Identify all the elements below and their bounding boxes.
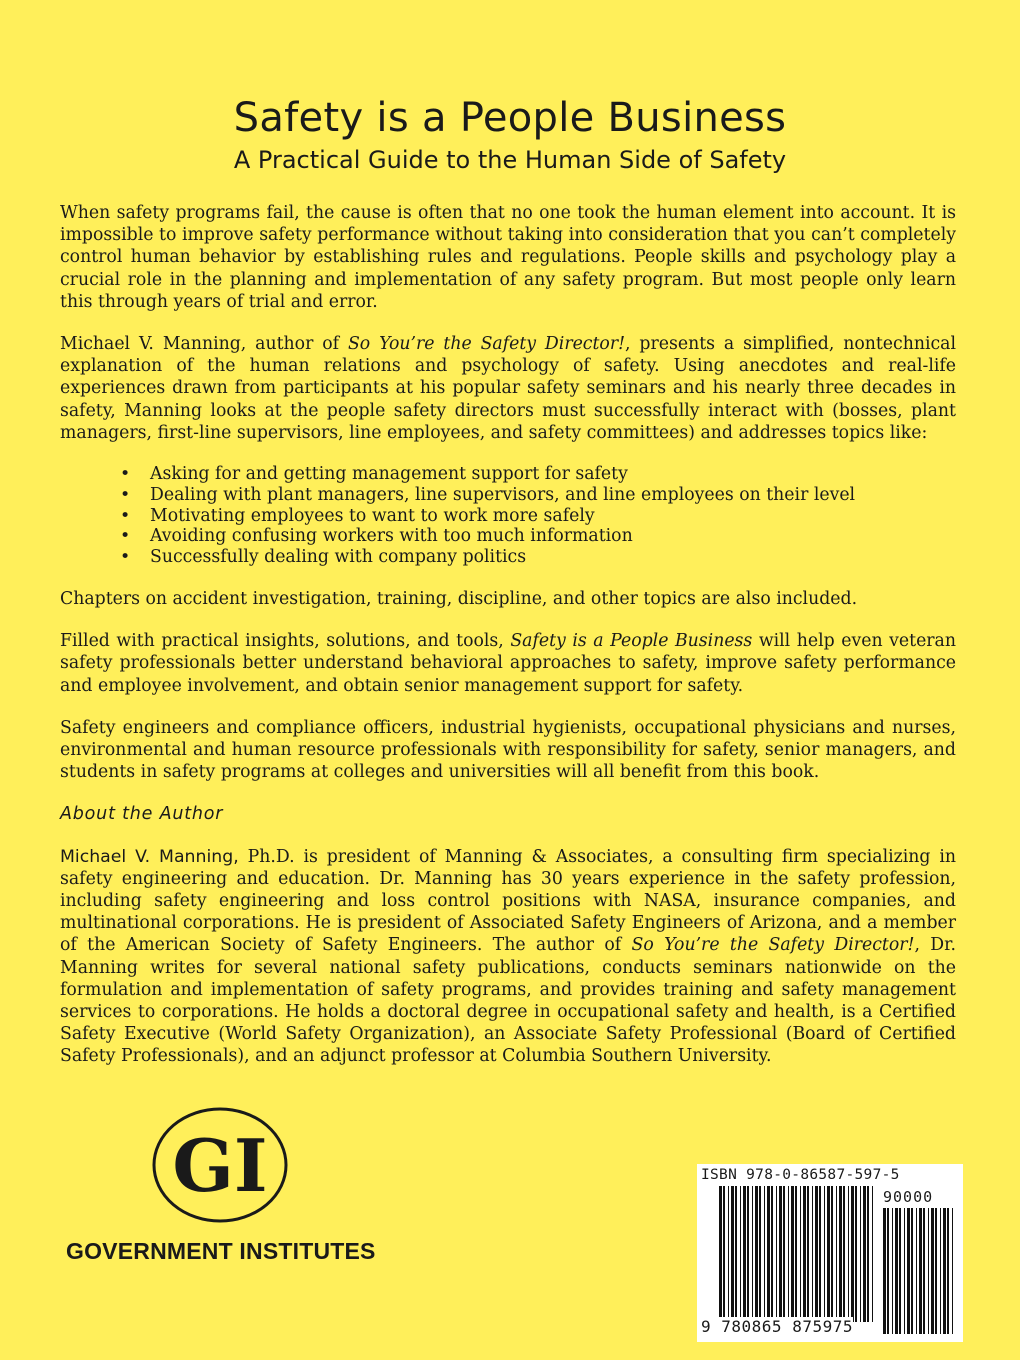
barcode-digits: 9 780865 875975 <box>701 1317 853 1336</box>
book-title: Safety is a People Business <box>233 95 787 141</box>
list-item <box>60 464 956 485</box>
topics-list <box>60 464 956 568</box>
author-bio-paragraph <box>60 846 956 1068</box>
bullet-icon: • <box>120 505 131 526</box>
list-item <box>60 506 956 527</box>
insights-text-b: will help even veteran safety professionals better understand behavioral approaches to safety, improve safety performance and employee involvement, and obtain senior management support for safety. <box>60 631 956 696</box>
author-summary-text-a: Michael V. Manning, author of <box>60 334 348 355</box>
list-item <box>60 485 956 506</box>
list-item-text: Asking for and getting management support for safety <box>150 464 628 485</box>
back-cover-description <box>60 202 956 1088</box>
author-summary-paragraph <box>60 333 956 444</box>
list-item-text: Motivating employees to want to work more safely <box>150 505 595 526</box>
list-item <box>60 547 956 568</box>
about-author-heading: About the Author <box>60 804 224 825</box>
isbn-barcode <box>697 1164 963 1342</box>
isbn-number: ISBN 978-0-86587-597-5 <box>701 1167 900 1183</box>
author-other-book-title: So You’re the Safety Director! <box>631 935 915 956</box>
publisher-name: GOVERNMENT INSTITUTES <box>66 1238 376 1264</box>
chapters-paragraph: Chapters on accident investigation, training, discipline, and other topics are also included. <box>60 589 858 610</box>
bullet-icon: • <box>120 484 131 505</box>
list-item-text: Dealing with plant managers, line supervisors, and line employees on their level <box>150 484 856 505</box>
gi-logo-icon <box>150 1105 290 1225</box>
list-item-text: Successfully dealing with company politics <box>150 547 527 568</box>
insights-paragraph <box>60 630 956 697</box>
barcode-bars-icon <box>697 1164 963 1342</box>
bullet-icon: • <box>120 547 131 568</box>
publisher-logo <box>150 1105 290 1225</box>
author-bio-text-b: , Dr. Manning writes for several national safety publications, conducts seminars nationwide on the formulation and implementation of safety programs, and provides training and safety management services to corporations. He holds a doctoral degree in occupational safety and health, is a Certified Safety Executive (World Safety Organization), an Associate Safety Professional (Board of Certified Safety Professionals), and an adjunct professor at Columbia Southern University. <box>60 935 956 1067</box>
bullet-icon: • <box>120 464 131 485</box>
book-subtitle: A Practical Guide to the Human Side of Safety <box>233 146 787 174</box>
book-title-italic: Safety is a People Business <box>510 631 753 652</box>
list-item <box>60 526 956 547</box>
author-summary-text-b: , presents a simplified, nontechnical explanation of the human relations and psychology of safety. Using anecdotes and real-life experiences drawn from participants at his popular safety seminars and his nearly three decades in safety, Manning looks at the people safety directors must successfully interact with (bosses, plant managers, first-line supervisors, line employees, and safety committees) and addresses topics like: <box>60 334 957 443</box>
list-item-text: Avoiding confusing workers with too much information <box>150 526 633 547</box>
author-bio-text-a: Ph.D. is president of Manning & Associates, a consulting firm specializing in safety engineering and education. Dr. Manning has 30 years experience in the safety profession, including safety engineering and loss control positions with NASA, insurance companies, and multinational corporations. He is president of Associated Safety Engineers of Arizona, and a member of the American Society of Safety Engineers. The author of <box>60 846 956 956</box>
price-code: 90000 <box>883 1188 934 1206</box>
logo-letters: GI <box>172 1123 268 1208</box>
insights-text-a: Filled with practical insights, solutions, and tools, <box>60 631 511 652</box>
intro-paragraph: When safety programs fail, the cause is often that no one took the human element into account. It is impossible to improve safety performance without taking into consideration that you can’t completely control human behavior by establishing rules and regulations. People skills and psychology play a crucial role in the planning and implementation of any safety program. But most people only learn this through years of trial and error. <box>60 203 956 312</box>
audience-paragraph: Safety engineers and compliance officers, industrial hygienists, occupational physicians and nurses, environmental and human resource professionals with responsibility for safety, senior managers, and students in safety programs at colleges and universities will all benefit from this book. <box>60 717 956 783</box>
author-name: Michael V. Manning, <box>60 846 239 867</box>
other-book-title: So You’re the Safety Director! <box>347 334 626 355</box>
bullet-icon: • <box>120 526 131 547</box>
